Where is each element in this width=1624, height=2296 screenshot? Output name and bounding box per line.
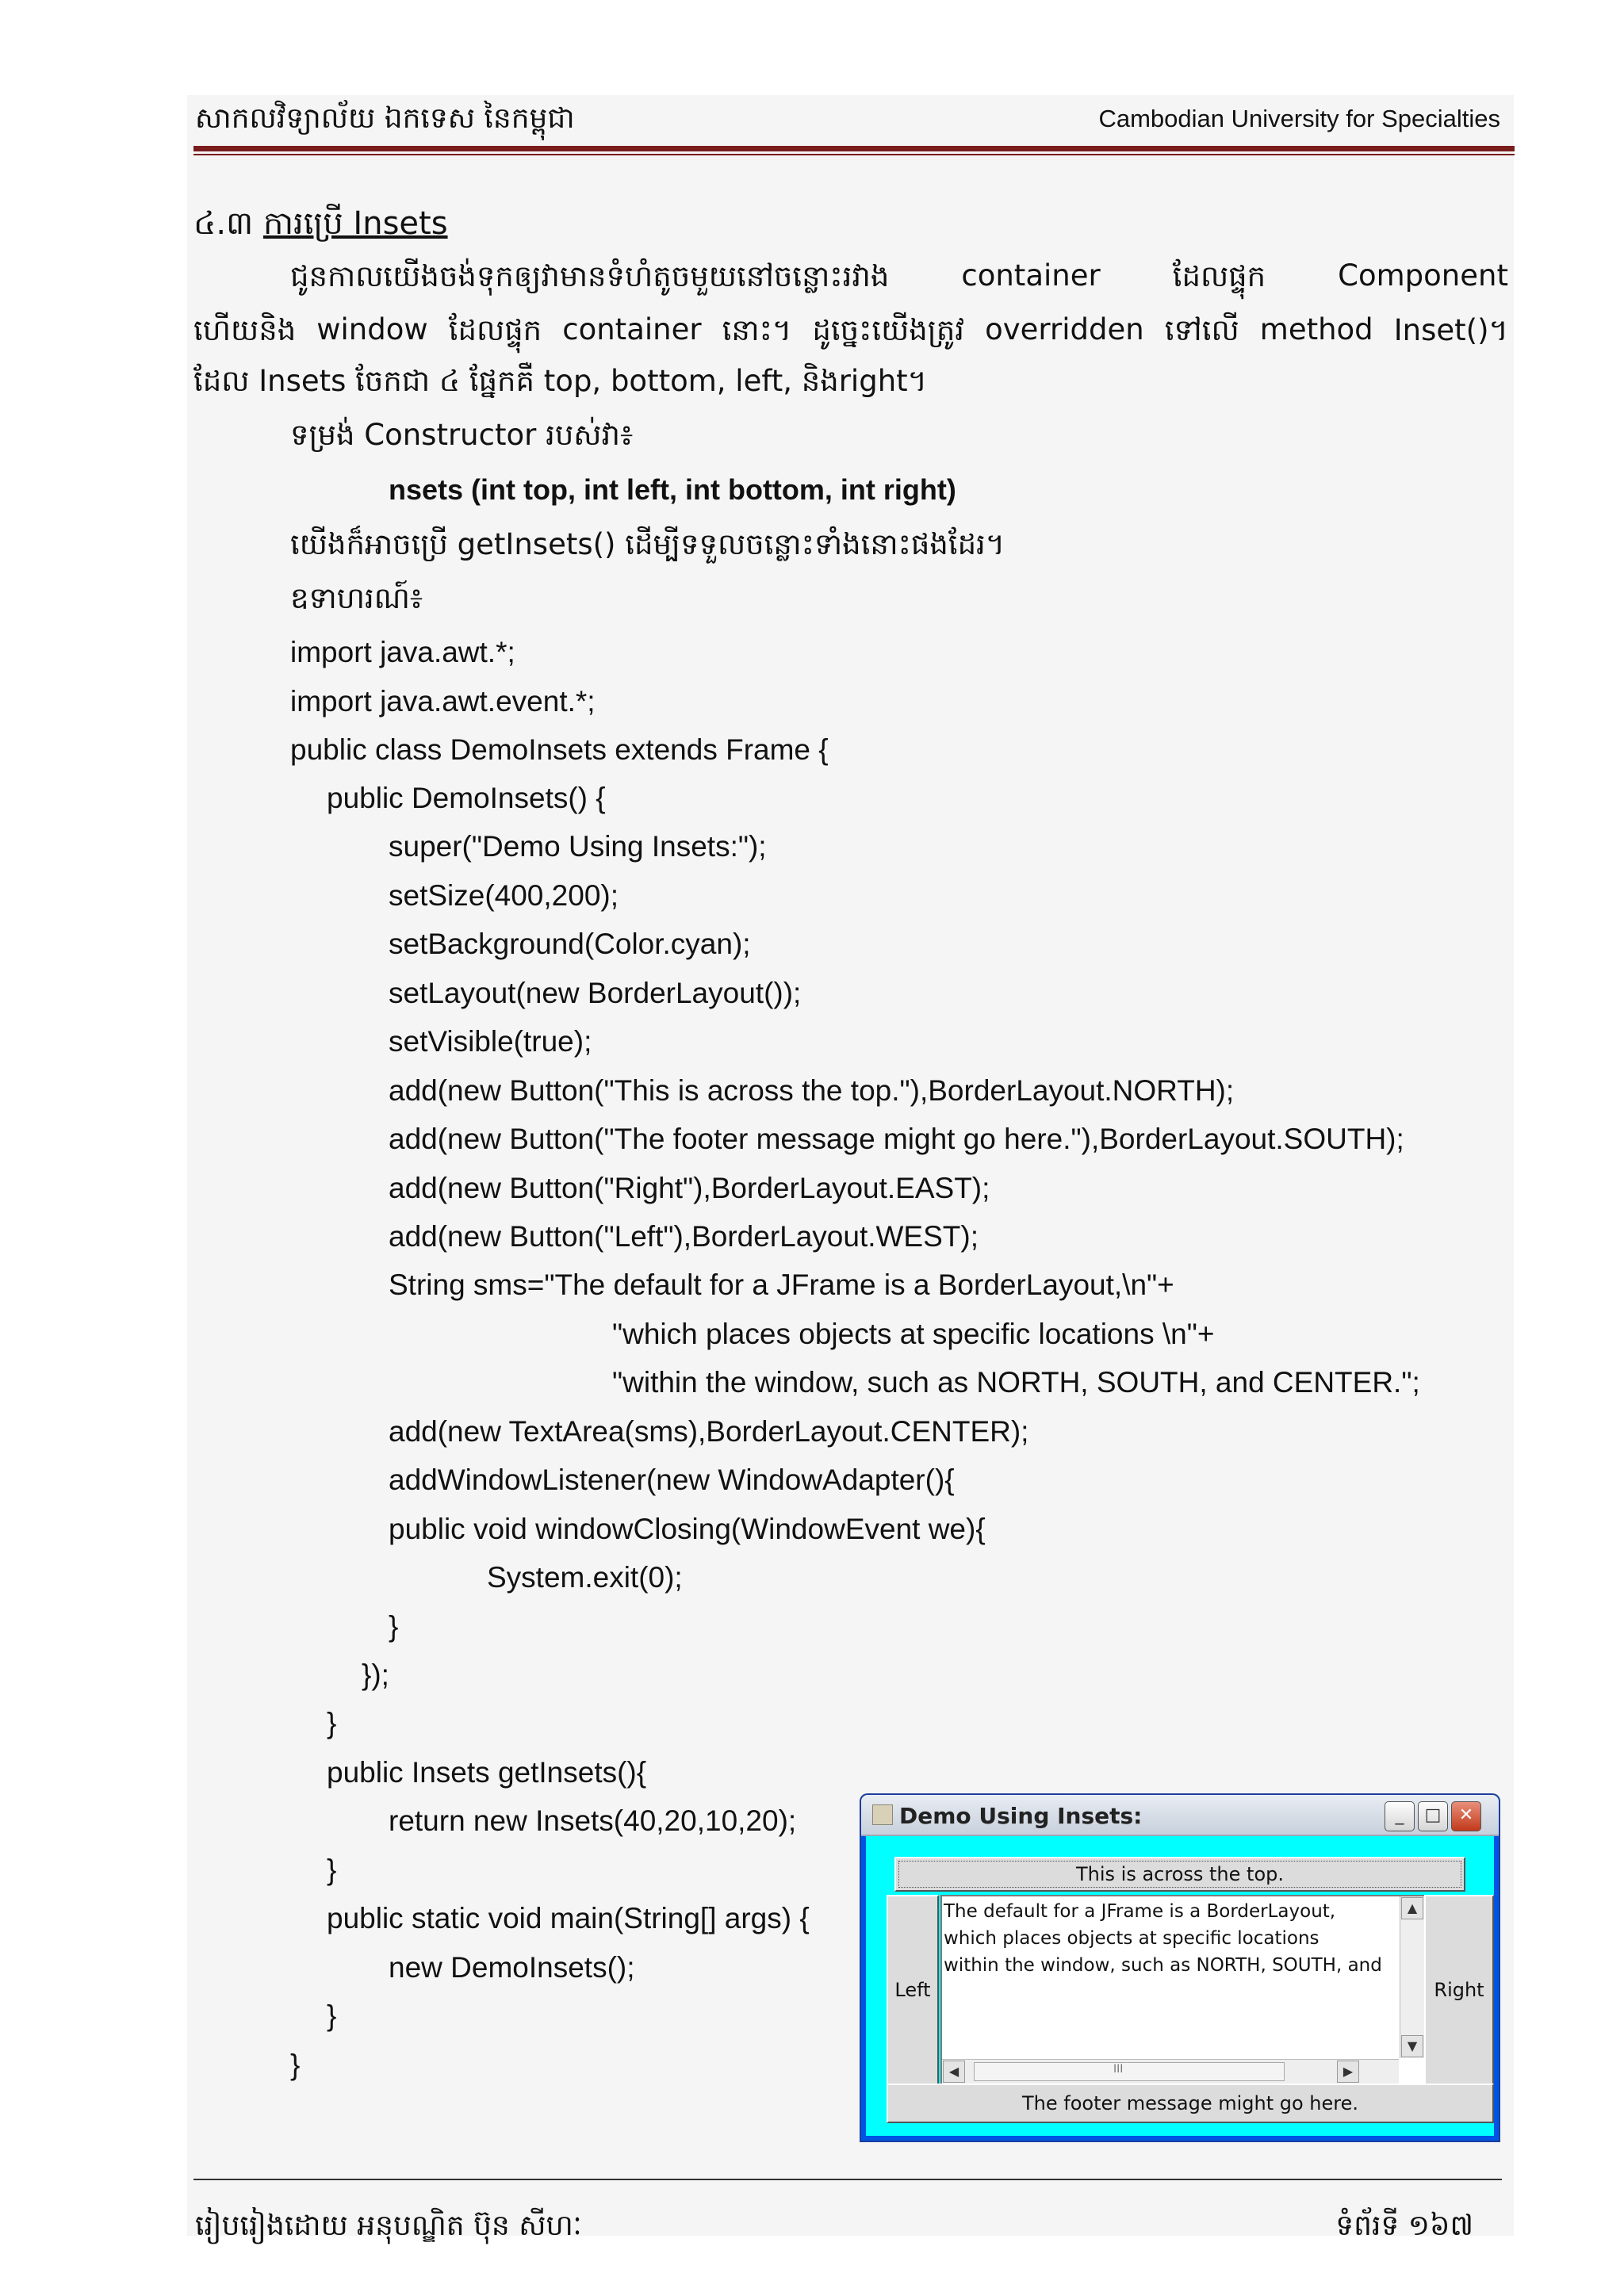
code-line: public Insets getInsets(){ (327, 1756, 647, 1789)
window-content-cyan (866, 1836, 1494, 2136)
code-line: public static void main(String[] args) { (327, 1902, 810, 1934)
code-line: setBackground(Color.cyan); (389, 928, 751, 960)
text-span: window (316, 312, 428, 346)
code-line: setSize(400,200); (389, 879, 619, 912)
header-rule-thin (193, 154, 1515, 155)
example-label: ឧទាហរណ៍៖ (290, 581, 423, 615)
code-line: public DemoInsets() { (327, 782, 606, 814)
textarea-line: which places objects at specific locations (944, 1928, 1320, 1949)
code-line: new DemoInsets(); (389, 1951, 635, 1984)
code-line: public class DemoInsets extends Frame { (290, 733, 829, 766)
scroll-down-arrow-icon[interactable]: ▼ (1401, 2035, 1423, 2057)
text-span: ហើយនិង (193, 313, 297, 347)
section-title: ការប្រើ Insets (262, 205, 448, 242)
code-line: System.exit(0); (487, 1561, 683, 1594)
east-button[interactable]: Right (1424, 1895, 1494, 2085)
textarea-line: within the window, such as NORTH, SOUTH, and (944, 1955, 1382, 1976)
code-line: addWindowListener(new WindowAdapter(){ (389, 1464, 955, 1496)
text-span: នោះ។ (722, 313, 792, 347)
vertical-scrollbar[interactable] (1400, 1896, 1424, 2058)
text-span: ដែលផ្ទុក (448, 313, 542, 347)
scroll-grip-icon: III (1113, 2063, 1124, 2076)
text-span: ដូច្នេះយើងត្រូវ (812, 313, 965, 347)
text-span: overridden (985, 312, 1144, 346)
west-button[interactable]: Left (887, 1895, 939, 2085)
code-line: add(new TextArea(sms),BorderLayout.CENTER); (389, 1415, 1029, 1448)
code-line: } (327, 1854, 337, 1886)
header-rule (193, 146, 1515, 151)
text-span: ទៅលើ (1164, 313, 1239, 347)
code-line: return new Insets(40,20,10,20); (389, 1804, 797, 1837)
code-line: public void windowClosing(WindowEvent we){ (389, 1513, 986, 1545)
scroll-right-arrow-icon[interactable]: ▶ (1337, 2061, 1359, 2083)
paragraph-line-2 (193, 312, 1508, 355)
code-line: super("Demo Using Insets:"); (389, 830, 767, 863)
header-university-khmer: សាកលវិទ្យាល័យ ឯកទេស នៃកម្ពុជា (195, 102, 575, 135)
code-line: "within the window, such as NORTH, SOUTH, and CENTER."; (612, 1366, 1420, 1399)
demo-window (861, 1795, 1499, 2141)
footer-rule (193, 2179, 1502, 2180)
code-line: setLayout(new BorderLayout()); (389, 977, 802, 1009)
code-line: }); (362, 1659, 389, 1691)
close-button[interactable]: ✕ (1451, 1801, 1481, 1831)
text-span: container (562, 312, 702, 346)
footer-author: រៀបរៀងដោយ អនុបណ្ឌិត ប៊ុន សីហៈ (195, 2210, 582, 2242)
scroll-left-arrow-icon[interactable]: ◀ (943, 2061, 965, 2083)
code-line: setVisible(true); (389, 1025, 592, 1058)
text-span: method (1259, 312, 1373, 346)
center-textarea[interactable] (940, 1895, 1426, 2085)
north-button[interactable]: This is across the top. (894, 1857, 1465, 1892)
code-line: "which places objects at specific locations \n"+ (612, 1318, 1215, 1350)
scroll-up-arrow-icon[interactable]: ▲ (1401, 1897, 1423, 1919)
getinsets-note: យើងក៏អាចប្រើ getInsets() ដើម្បីទទួលចន្លោះទាំងនោះផងដែរ។ (290, 527, 1005, 561)
horizontal-scroll-thumb[interactable] (974, 2062, 1285, 2081)
textarea-line: The default for a JFrame is a BorderLayout, (944, 1901, 1336, 1922)
horizontal-scrollbar[interactable] (942, 2059, 1399, 2084)
code-line: } (290, 2049, 301, 2081)
text-span: container (961, 258, 1101, 293)
section-number: ៤.៣ (193, 205, 254, 242)
section-heading (193, 203, 448, 250)
code-line: import java.awt.event.*; (290, 685, 596, 718)
code-line: } (389, 1610, 399, 1643)
code-line: add(new Button("Left"),BorderLayout.WEST); (389, 1220, 979, 1253)
text-span: Component (1338, 258, 1508, 293)
footer-page-number: ទំព័រទី ១៦៧ (1335, 2210, 1473, 2242)
code-line: } (327, 1707, 337, 1739)
minimize-button[interactable]: _ (1385, 1801, 1415, 1831)
window-title: Demo Using Insets: (899, 1803, 1143, 1829)
constructor-signature: nsets (int top, int left, int bottom, int right) (389, 473, 956, 506)
code-line: } (327, 1999, 337, 2032)
code-line: add(new Button("The footer message might go here."),BorderLayout.SOUTH); (389, 1123, 1404, 1155)
code-line: add(new Button("This is across the top."),BorderLayout.NORTH); (389, 1074, 1235, 1107)
text-span: ជូនកាលយើងចង់ទុកឲ្យវាមានទំហំតូចមួយនៅចន្លោះរវាង (290, 259, 890, 293)
header-university-english: Cambodian University for Specialties (1098, 105, 1500, 132)
constructor-label: ទម្រង់ Constructor របស់វា៖ (290, 418, 634, 452)
code-line: import java.awt.*; (290, 636, 515, 668)
maximize-button[interactable]: □ (1418, 1801, 1448, 1831)
text-span: ដែលផ្ទុក (1172, 259, 1266, 293)
paragraph-line-1 (290, 258, 1508, 301)
java-app-icon (872, 1804, 893, 1825)
paragraph-line-3: ដែល Insets ចែកជា ៤ ផ្នែកគឺ top, bottom, left, និងright។ (193, 364, 928, 398)
code-line: String sms="The default for a JFrame is a BorderLayout,\n"+ (389, 1269, 1174, 1301)
south-button[interactable]: The footer message might go here. (887, 2084, 1494, 2123)
window-titlebar[interactable] (861, 1795, 1499, 1836)
text-span: Inset()។ (1393, 313, 1508, 347)
code-line: add(new Button("Right"),BorderLayout.EAST); (389, 1172, 990, 1204)
